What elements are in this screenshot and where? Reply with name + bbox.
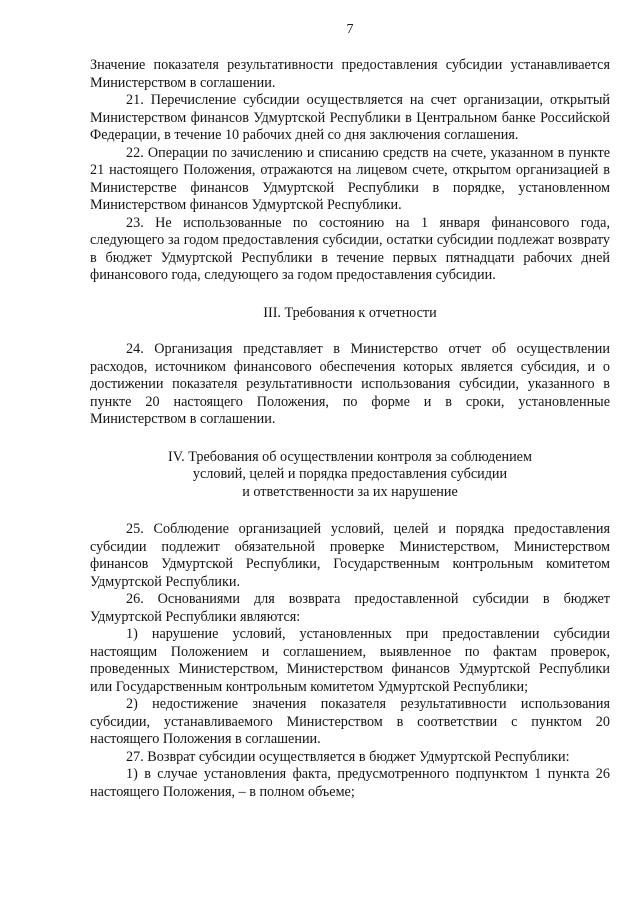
paragraph-continuation: Значение показателя результативности предоставления субсидии устанавливается Министерством в соглашении. xyxy=(90,57,610,91)
paragraph-26-item-2: 2) недостижение значения показателя результативности использования субсидии, устанавливаемого Министерством в соответствии с пунктом 20 настоящего Положения в соглашении. xyxy=(90,696,610,747)
section-heading-4-line-3: и ответственности за их нарушение xyxy=(242,483,458,500)
page-number: 7 xyxy=(346,22,354,37)
document-body xyxy=(90,57,610,801)
paragraph-27-item-1: 1) в случае установления факта, предусмотренного подпунктом 1 пункта 26 настоящего Положения, – в полном объеме; xyxy=(90,766,610,800)
section-heading-4 xyxy=(90,449,610,502)
section-heading-3: III. Требования к отчетности xyxy=(263,304,437,321)
document-page xyxy=(90,0,610,905)
spacer xyxy=(90,501,610,521)
spacer xyxy=(90,322,610,341)
paragraph-24: 24. Организация представляет в Министерство отчет об осуществлении расходов, источником финансового обеспечения которых является субсидия, и о достижении показателя результативности использования субсидии, указанного в пункте 20 настоящего Положения, по форме и в сроки, установленные Министерством в соглашении. xyxy=(90,341,610,427)
paragraph-27: 27. Возврат субсидии осуществляется в бюджет Удмуртской Республики: xyxy=(126,748,570,765)
paragraph-23: 23. Не использованные по состоянию на 1 января финансового года, следующего за годом предоставления субсидии, остатки субсидии подлежат возврату в бюджет Удмуртской Республики в течение первых пятнадцати рабочих дней финансового года, следующего за годом предоставления субсидии. xyxy=(90,214,610,283)
paragraph-22: 22. Операции по зачислению и списанию средств на счете, указанном в пункте 21 настоящего Положения, отражаются на лицевом счете, открытом организацией в Министерстве финансов Удмуртской Республики в порядке, установленном Министерством финансов Удмуртской Республики. xyxy=(90,144,610,213)
paragraph-25: 25. Соблюдение организацией условий, целей и порядка предоставления субсидии подлежит обязательной проверке Министерством, Министерством финансов Удмуртской Республики, Государственным контрольным комитетом Удмуртской Республики. xyxy=(90,521,610,590)
paragraph-26-item-1: 1) нарушение условий, установленных при предоставлении субсидии настоящим Положением и соглашением, выявленное по фактам проверок, проведенных Министерством, Министерством финансов Удмуртской Республики или Государственным контрольным комитетом Удмуртской Республики; xyxy=(90,626,610,695)
section-heading-4-line-2: условий, целей и порядка предоставления субсидии xyxy=(192,466,508,482)
paragraph-21: 21. Перечисление субсидии осуществляется на счет организации, открытый Министерством финансов Удмуртской Республики в Центральном банке Российской Федерации, в течение 10 рабочих дней со дня заключения соглашения. xyxy=(90,92,610,143)
section-heading-4-line-1: IV. Требования об осуществлении контроля за соблюдением xyxy=(168,448,532,465)
spacer xyxy=(90,429,610,449)
spacer xyxy=(90,285,610,305)
paragraph-26: 26. Основаниями для возврата предоставленной субсидии в бюджет Удмуртской Республики являются: xyxy=(90,591,610,625)
